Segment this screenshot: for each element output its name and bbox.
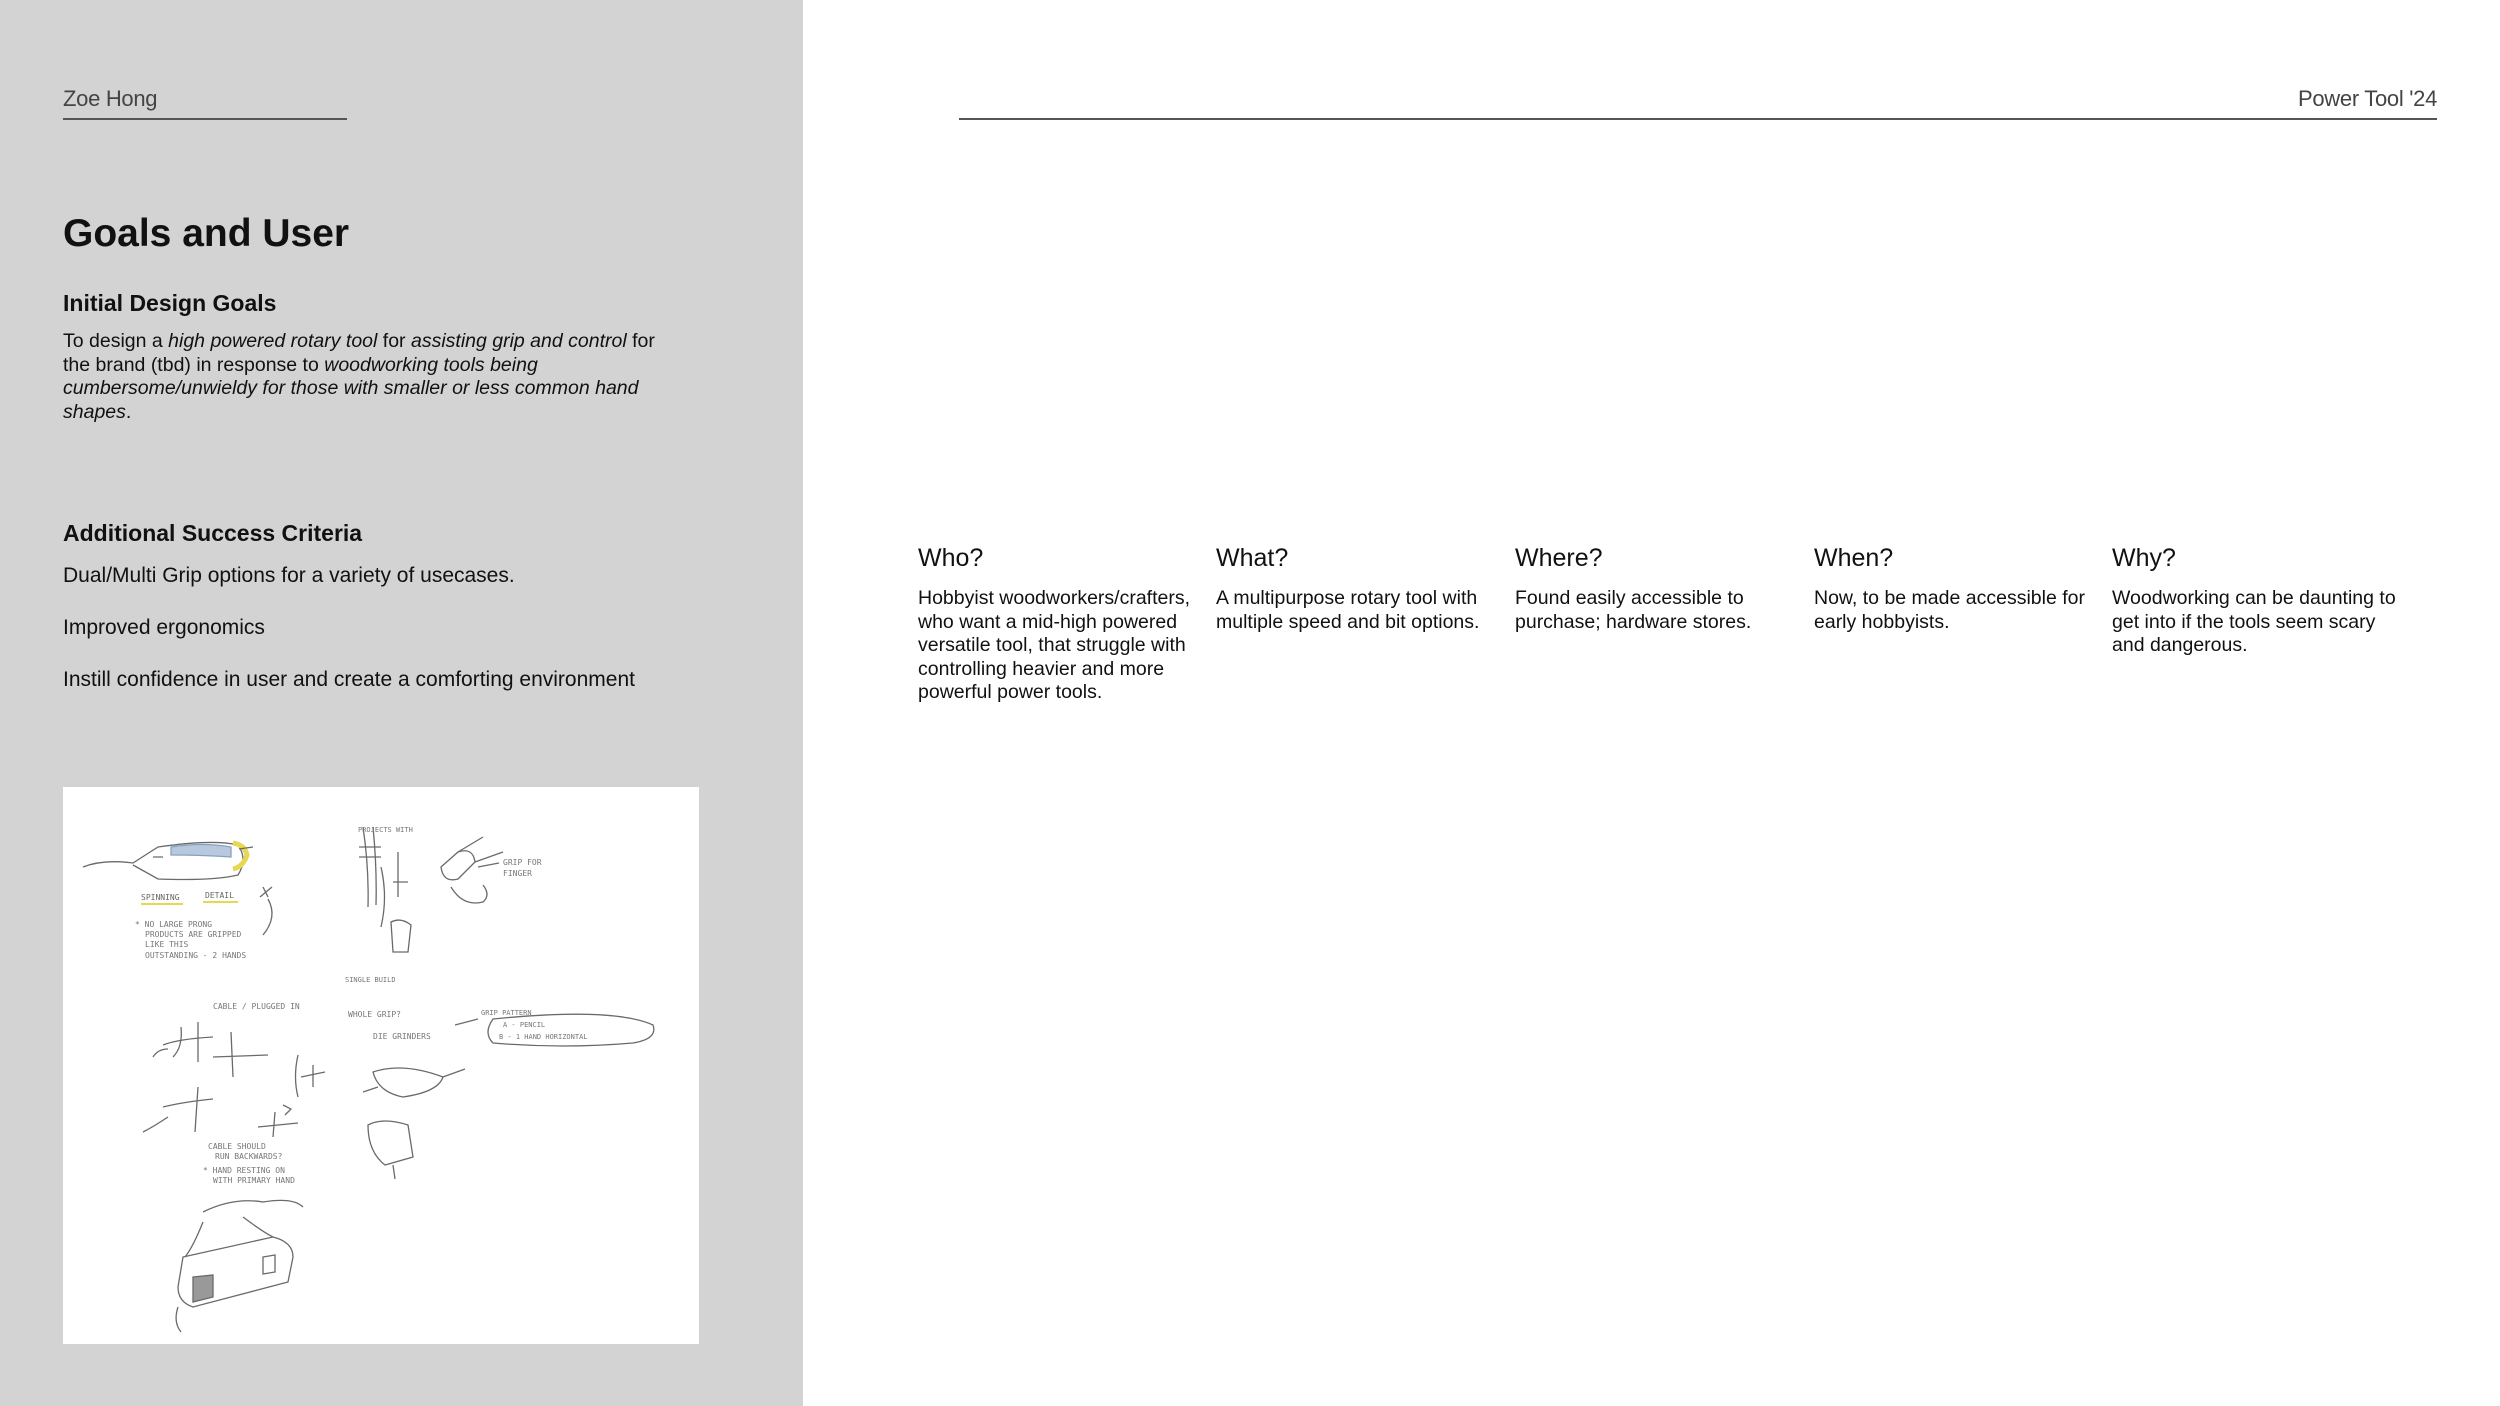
sketch-label: GRIP FOR bbox=[503, 858, 542, 867]
sketch-label: FINGER bbox=[503, 869, 532, 878]
sketch-label: WITH PRIMARY HAND bbox=[213, 1176, 295, 1185]
goals-text-emphasis: woodworking tools being cumbersome/unwieldy for those with smaller or less common hand shapes bbox=[63, 353, 639, 423]
author-divider bbox=[63, 118, 347, 120]
sketch-label: DETAIL bbox=[205, 891, 234, 900]
sketch-label: B - 1 HAND HORIZONTAL bbox=[499, 1033, 588, 1041]
question-heading: Who? bbox=[918, 544, 984, 572]
sketch-label: SINGLE BUILD bbox=[345, 976, 396, 984]
sketch-label: A - PENCIL bbox=[503, 1021, 546, 1029]
sketch-label: DIE GRINDERS bbox=[373, 1032, 431, 1041]
goals-text-part: To design a bbox=[63, 330, 169, 352]
sketch-image bbox=[63, 787, 699, 1344]
question-text: Now, to be made accessible for early hobbyists. bbox=[1814, 587, 2085, 633]
goals-text-emphasis: assisting grip and control bbox=[410, 330, 627, 352]
question-who bbox=[918, 544, 1203, 705]
goals-text-part: for bbox=[377, 330, 411, 352]
goals-text-part: . bbox=[125, 400, 132, 423]
sketch-label: PRODUCTS ARE GRIPPED bbox=[145, 930, 242, 939]
question-why bbox=[2112, 544, 2397, 658]
sketch-label: CABLE SHOULD bbox=[208, 1142, 266, 1151]
sketch-label: PROJECTS WITH bbox=[358, 826, 413, 834]
sketch-label: OUTSTANDING - 2 HANDS bbox=[145, 951, 247, 960]
question-text: Found easily accessible to purchase; hardware stores. bbox=[1515, 587, 1752, 633]
goals-text-part: for the brand (tbd) in response to bbox=[63, 330, 655, 376]
goals-text-emphasis: high powered rotary tool bbox=[168, 330, 378, 352]
question-heading: When? bbox=[1814, 544, 1894, 572]
question-heading: What? bbox=[1216, 544, 1289, 572]
sketch-label: SPINNING bbox=[141, 893, 180, 902]
page-title: Goals and User bbox=[63, 212, 350, 255]
goals-text bbox=[63, 330, 663, 424]
sketch-label: WHOLE GRIP? bbox=[348, 1010, 401, 1019]
author-name: Zoe Hong bbox=[63, 86, 158, 111]
sketch-label: LIKE THIS bbox=[145, 940, 189, 949]
criterion-item: Dual/Multi Grip options for a variety of usecases. bbox=[63, 564, 515, 587]
question-what bbox=[1216, 544, 1501, 634]
question-text: A multipurpose rotary tool with multiple speed and bit options. bbox=[1216, 587, 1480, 633]
question-when bbox=[1814, 544, 2099, 634]
criteria-heading: Additional Success Criteria bbox=[63, 520, 363, 546]
question-where bbox=[1515, 544, 1800, 634]
sketch-label: * HAND RESTING ON bbox=[203, 1166, 285, 1175]
sketch-label: CABLE / PLUGGED IN bbox=[213, 1002, 300, 1011]
sketch-label: GRIP PATTERN bbox=[481, 1009, 532, 1017]
project-title: Power Tool '24 bbox=[2297, 86, 2437, 111]
sketch-drawing bbox=[63, 787, 699, 1344]
sketch-label: * NO LARGE PRONG bbox=[135, 920, 213, 929]
question-text: Woodworking can be daunting to get into if the tools seem scary and dangerous. bbox=[2112, 587, 2396, 656]
criterion-item: Instill confidence in user and create a comforting environment bbox=[63, 668, 635, 691]
question-text: Hobbyist woodworkers/crafters, who want a mid-high powered versatile tool, that struggle with controlling heavier and more powerful power tools. bbox=[918, 587, 1191, 703]
sketch-label: RUN BACKWARDS? bbox=[215, 1152, 283, 1161]
goals-heading: Initial Design Goals bbox=[63, 290, 277, 316]
question-heading: Why? bbox=[2112, 544, 2176, 572]
question-heading: Where? bbox=[1515, 544, 1603, 572]
header-divider bbox=[959, 118, 2437, 120]
criterion-item: Improved ergonomics bbox=[63, 616, 265, 639]
